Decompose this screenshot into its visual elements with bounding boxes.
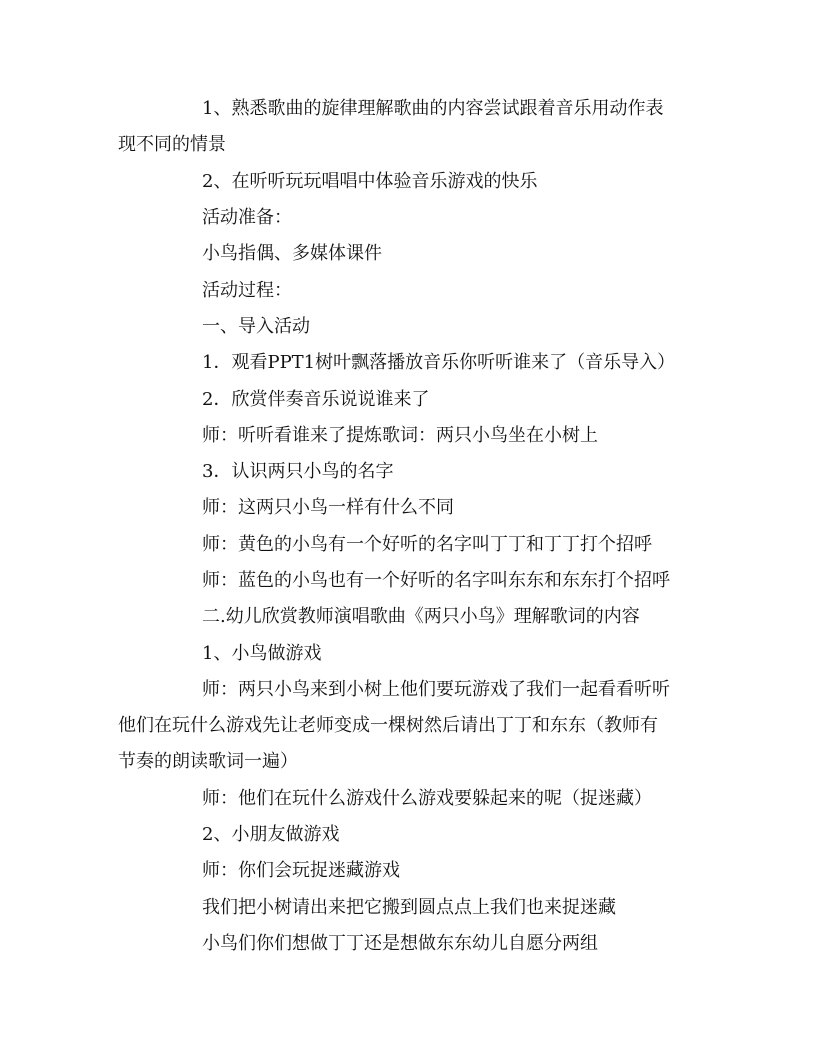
- text-line: 师：听听看谁来了提炼歌词：两只小鸟坐在小树上: [202, 425, 598, 446]
- text-line: 他们在玩什么游戏先让老师变成一棵树然后请出丁丁和东东（教师有: [118, 715, 658, 736]
- text-line: 1、小鸟做游戏: [202, 643, 322, 664]
- text-line: 二.幼儿欣赏教师演唱歌曲《两只小鸟》理解歌词的内容: [202, 606, 640, 627]
- text-line: 我们把小树请出来把它搬到圆点点上我们也来捉迷藏: [202, 897, 616, 918]
- text-line: 节奏的朗读歌词一遍）: [118, 751, 298, 772]
- text-line: 师：两只小鸟来到小树上他们要玩游戏了我们一起看看听听: [202, 679, 670, 700]
- text-line: 活动过程：: [202, 280, 292, 301]
- text-line: 2．欣赏伴奏音乐说说谁来了: [202, 389, 430, 410]
- text-line: 师：黄色的小鸟有一个好听的名字叫丁丁和丁丁打个招呼: [202, 534, 652, 555]
- text-line: 小鸟指偶、多媒体课件: [202, 243, 382, 264]
- text-line: 2、在听听玩玩唱唱中体验音乐游戏的快乐: [202, 171, 538, 192]
- text-line: 一、导入活动: [202, 316, 310, 337]
- text-line: 3．认识两只小鸟的名字: [202, 461, 394, 482]
- text-line: 1、熟悉歌曲的旋律理解歌曲的内容尝试跟着音乐用动作表: [202, 98, 664, 119]
- text-line: 师：你们会玩捉迷藏游戏: [202, 860, 400, 881]
- text-line: 师：这两只小鸟一样有什么不同: [202, 497, 454, 518]
- text-line: 师：蓝色的小鸟也有一个好听的名字叫东东和东东打个招呼: [202, 570, 670, 591]
- text-line: 2、小朋友做游戏: [202, 824, 340, 845]
- text-line: 活动准备：: [202, 207, 292, 228]
- text-line: 现不同的情景: [118, 134, 226, 155]
- text-line: 小鸟们你们想做丁丁还是想做东东幼儿自愿分两组: [202, 933, 598, 954]
- text-line: 师：他们在玩什么游戏什么游戏要躲起来的呢（捉迷藏）: [202, 788, 652, 809]
- text-line: 1．观看PPT1树叶飘落播放音乐你听听谁来了（音乐导入）: [202, 352, 676, 373]
